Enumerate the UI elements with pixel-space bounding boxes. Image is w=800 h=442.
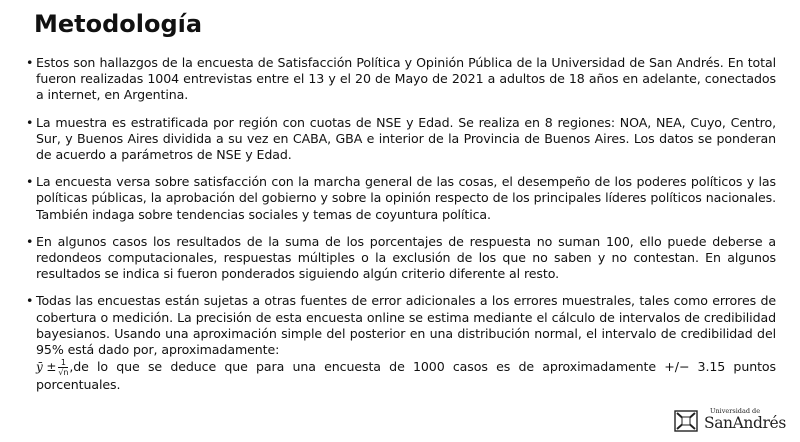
bullet-text: Todas las encuestas están sujetas a otras fuentes de error adicionales a los errores muestrales, tales como errores de cobertura o medición. La precisión de esta encuesta online se estima mediante el cálculo de intervalos de credibilidad bayesianos. Usando una aproximación simple del posterior en una distribución normal, el intervalo de credibilidad del 95% está dado por, aproximadamente: [36,293,776,358]
bullet-text: La muestra es estratificada por región con cuotas de NSE y Edad. Se realiza en 8 regiones: NOA, NEA, Cuyo, Centro, Sur, y Buenos Aires dividida a su vez en CABA, GBA e interior de la Provincia de Buenos Aires. Los datos se ponderan de acuerdo a parámetros de NSE y Edad. [36,114,776,163]
bullet-text: La encuesta versa sobre satisfacción con la marcha general de las cosas, el desempeño de los poderes políticos y las políticas públicas, la aprobación del gobierno y sobre la opinión respecto de los principales líderes políticos nacionales. También indaga sobre tendencias sociales y temas de coyuntura política. [36,174,776,222]
formula-prefix: ȳ ± [36,360,57,375]
list-item [36,234,776,283]
bullet-text: En algunos casos los resultados de la suma de los porcentajes de respuesta no suman 100, ello puede deberse a redondeos computacionales, respuestas múltiples o la exclusión de los que no saben y no contestan. En algunos resultados se indica si fueron ponderados siguiendo algún criterio diferente al resto. [36,233,776,282]
university-logo [674,404,786,436]
logo-big-text: SanAndrés [704,414,786,432]
page-title: Metodología [34,10,203,38]
formula-fraction [58,358,68,377]
formula-numerator: 1 [58,358,68,368]
formula-tail: ,de lo que se deduce que para una encuesta de 1000 casos es de aproximadamente +/− 3.15 puntos porcentuales. [36,359,776,393]
methodology-list [36,55,776,404]
list-item [36,174,776,223]
formula-denominator: √n [58,368,69,378]
list-item [36,293,776,393]
list-item [36,115,776,164]
list-item [36,55,776,104]
logo-small-text: Universidad de [710,407,761,415]
university-emblem-icon [674,410,698,432]
bullet-text: Estos son hallazgos de la encuesta de Satisfacción Política y Opinión Pública de la Universidad de San Andrés. En total fueron realizadas 1004 entrevistas entre el 13 y el 20 de Mayo de 2021 a adultos de 18 años en adelante, conectados a internet, en Argentina. [36,55,776,103]
